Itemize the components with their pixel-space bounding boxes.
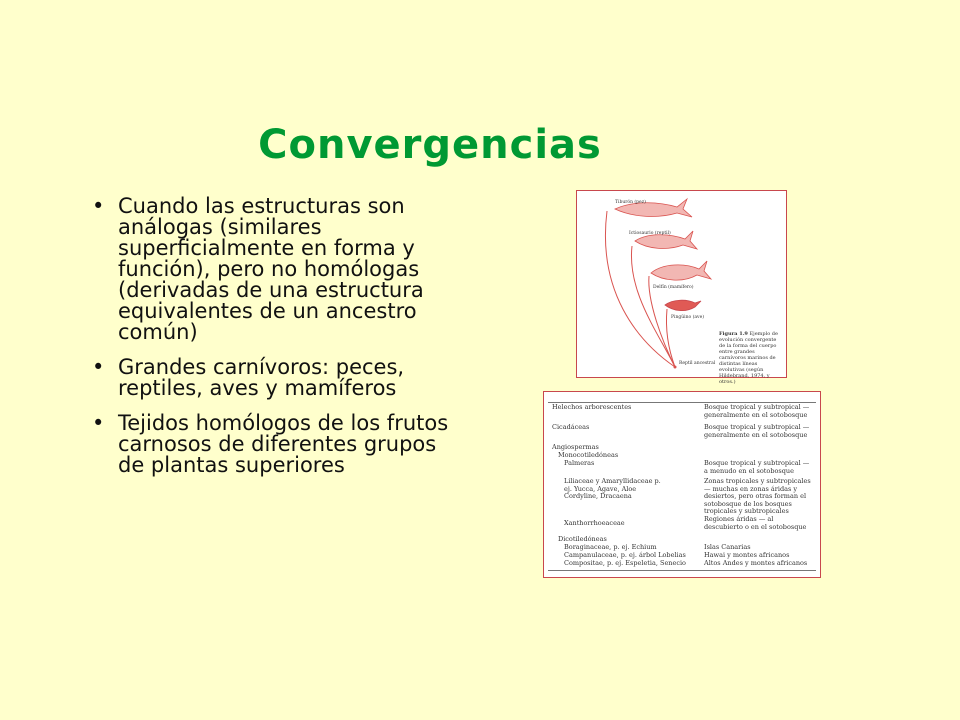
label-ichthyosaur: Ictiosaurio (reptil) bbox=[629, 231, 671, 236]
bullet-glyph: • bbox=[92, 194, 105, 218]
ancestor-node bbox=[674, 366, 677, 369]
plant-table-figure bbox=[543, 391, 821, 578]
table-cell: Hawai y montes africanos bbox=[704, 551, 790, 559]
label-shark: Tiburón (pez) bbox=[615, 200, 646, 205]
table-cell: Compositae, p. ej. Espeletia, Senecio bbox=[564, 559, 686, 567]
table-cell: Bosque tropical y subtropical — a menudo en el sotobosque bbox=[704, 459, 810, 475]
table-cell: Liliaceae y Amaryllidaceae p. ej. Yucca, Agave, Aloe Cordyline, Dracaena bbox=[564, 477, 661, 500]
bullet-item bbox=[92, 357, 464, 399]
figure-caption bbox=[719, 331, 781, 385]
table-cell: Palmeras bbox=[564, 459, 595, 467]
table-cell: Monocotiledóneas bbox=[558, 451, 619, 459]
dolphin-icon bbox=[651, 261, 711, 280]
label-ancestor: Reptil ancestral bbox=[679, 361, 716, 366]
bullet-text: Cuando las estructuras son análogas (similares superficialmente en forma y función), pero no homólogas (derivadas de una estructura equivalentes de un ancestro común) bbox=[118, 194, 424, 344]
table-cell: Altos Andes y montes africanos bbox=[704, 559, 808, 567]
caption-title: Figura 1.9 bbox=[719, 331, 748, 337]
penguin-icon bbox=[665, 300, 701, 310]
slide-title: Convergencias bbox=[258, 122, 602, 168]
bullet-item bbox=[92, 413, 464, 476]
table-cell: Islas Canarias bbox=[704, 543, 751, 551]
convergence-figure bbox=[576, 190, 787, 385]
table-cell: Dicotiledóneas bbox=[558, 535, 607, 543]
bullet-glyph: • bbox=[92, 411, 105, 435]
caption-text: Ejemplo de evolución convergente de la forma del cuerpo entre grandes carnívoros marinos de distintas líneas evolutivas (según Hildebrand, 1974, y otros.) bbox=[719, 331, 778, 385]
table-cell: Zonas tropicales y subtropicales — muchas en zonas áridas y desiertos, pero otras forman el sotobosque de los bosques tropicales y subtropicales bbox=[704, 477, 811, 515]
table-cell: Bosque tropical y subtropical — generalmente en el sotobosque bbox=[704, 403, 810, 419]
label-penguin: Pingüino (ave) bbox=[671, 315, 705, 320]
table-cell: Xanthorrhoeaceae bbox=[564, 519, 625, 527]
label-dolphin: Delfín (mamífero) bbox=[653, 285, 694, 290]
table-cell: Campanulaceae, p. ej. árbol Lobelias bbox=[564, 551, 686, 559]
table-rule bbox=[548, 570, 816, 571]
table-cell: Bosque tropical y subtropical — generalmente en el sotobosque bbox=[704, 423, 810, 439]
bullet-glyph: • bbox=[92, 355, 105, 379]
table-cell: Angiospermas bbox=[552, 443, 599, 451]
table-cell: Boraginaceae, p. ej. Echium bbox=[564, 543, 657, 551]
bullet-item bbox=[92, 196, 464, 343]
bullet-list bbox=[92, 196, 464, 490]
table-cell: Helechos arborescentes bbox=[552, 403, 632, 411]
bullet-text: Grandes carnívoros: peces, reptiles, aves y mamíferos bbox=[118, 355, 405, 400]
table-cell: Regiones áridas — al descubierto o en el sotobosque bbox=[704, 515, 807, 531]
bullet-text: Tejidos homólogos de los frutos carnosos de diferentes grupos de plantas superiores bbox=[118, 411, 449, 477]
table-cell: Cicadáceas bbox=[552, 423, 590, 431]
